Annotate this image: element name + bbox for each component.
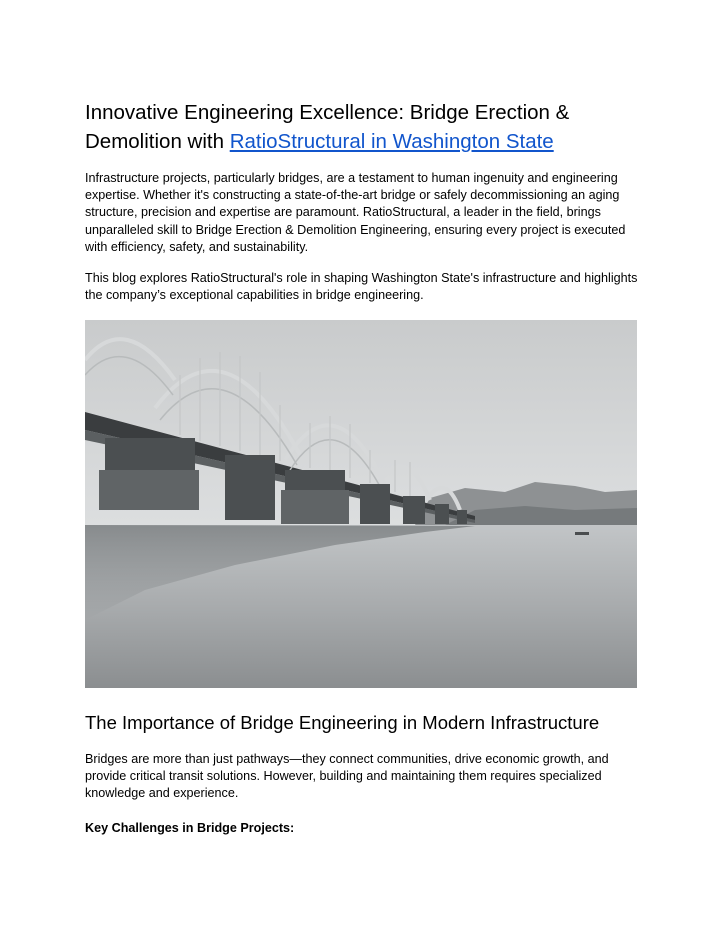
article-title (85, 98, 645, 156)
intro-paragraph: Infrastructure projects, particularly bridges, are a testament to human ingenuity and engineering expertise. Whether it's constructing a state-of-the-art bridge or safely decommissioning an aging structure, precision and expertise are paramount. RatioStructural, a leader in the field, brings unparalleled skill to Bridge Erection & Demolition Engineering, ensuring every project is executed with efficiency, safety, and sustainability. (85, 171, 626, 254)
section-paragraph: Bridges are more than just pathways—they connect communities, drive economic growth, and provide critical transit solutions. However, building and maintaining them requires specialized knowledge and experience. (85, 752, 609, 801)
blog-summary-paragraph: This blog explores RatioStructural's role in shaping Washington State's infrastructure and highlights the company’s exceptional capabilities in bridge engineering. (85, 271, 638, 303)
ratiostructural-link[interactable]: RatioStructural in Washington State (229, 130, 554, 153)
section-heading: The Importance of Bridge Engineering in Modern Infrastructure (85, 712, 600, 733)
bridge-photo (85, 320, 637, 688)
key-challenges-subheading: Key Challenges in Bridge Projects: (85, 821, 295, 835)
article-title-text: Innovative Engineering Excellence: Bridge Erection & Demolition with (85, 101, 570, 153)
